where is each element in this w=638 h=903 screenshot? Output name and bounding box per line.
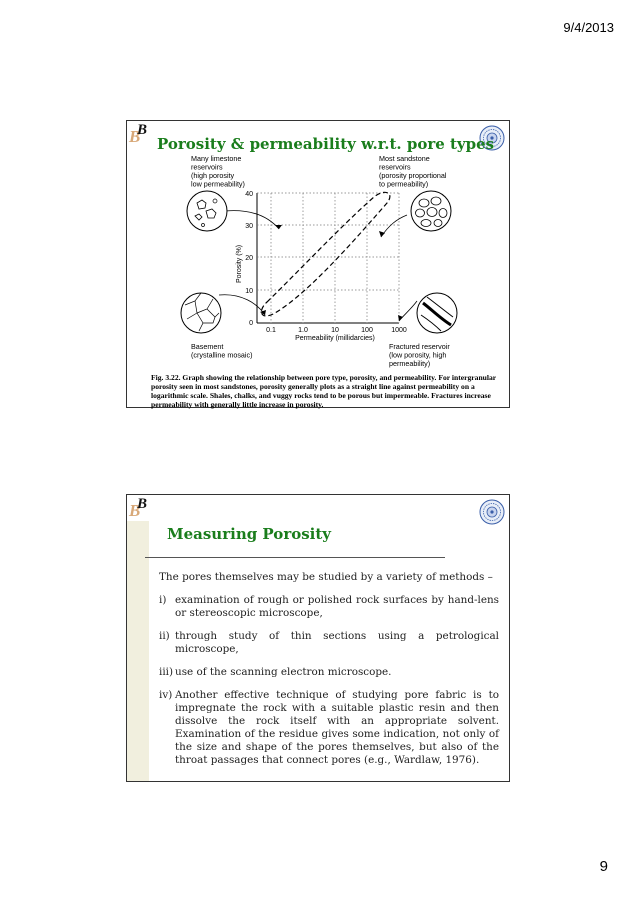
label-basement: Basement (crystalline mosaic) [191, 342, 253, 360]
method-item [159, 594, 499, 620]
basement-pore-icon [181, 293, 221, 333]
plot-area [257, 193, 399, 323]
label-limestone: Many limestone reservoirs (high porosity low permeability) [191, 154, 245, 189]
logo [129, 497, 151, 519]
method-text: Another effective technique of studying pore fabric is to impregnate the rock with a suitable plastic resin and then dissolve the rock itself with an appropriate solvent. Examination of the residue gives some indication, not only of the size and shape of the pores themselves, but also of the throat passages that connect pores (e.g., Wardlaw, 1976). [175, 689, 499, 766]
figure-caption: Fig. 3.22. Graph showing the relationship between pore type, porosity, and permeability. For intergranular porosity seen in most sandstones, porosity generally plots as a straight line against permeability on a logarithmic scale. Shales, chalks, and vuggy rocks tend to be porous but impermeable. Fractures increase permeability with generally little increase in porosity. [151, 373, 497, 409]
method-number: i) [159, 594, 167, 606]
y-tick-20: 20 [245, 255, 253, 262]
y-tick-40: 40 [245, 191, 253, 198]
slide-side-bar [127, 521, 149, 781]
logo-letter-back: B [129, 501, 141, 520]
sandstone-pore-icon [411, 191, 451, 231]
x-tick-1000: 1000 [391, 327, 407, 334]
y-tick-0: 0 [249, 320, 253, 327]
slide-title: Porosity & permeability w.r.t. pore types [157, 135, 495, 153]
method-text: examination of rough or polished rock surfaces by hand-lens or stereoscopic microscope, [175, 594, 499, 619]
page-date: 9/4/2013 [563, 20, 614, 35]
intro-text: The pores themselves may be studied by a variety of methods – [159, 571, 493, 583]
arrow-heads [260, 225, 403, 321]
label-fractured: Fractured reservoir (low porosity, high permeability) [389, 342, 450, 368]
title-divider [145, 557, 445, 558]
limestone-pore-icon [187, 191, 227, 231]
y-axis-label: Porosity (%) [236, 244, 243, 283]
slide-body [159, 571, 499, 777]
method-item [159, 630, 499, 656]
x-tick-0.1: 0.1 [266, 327, 276, 334]
fractured-pore-icon [417, 293, 457, 333]
y-tick-10: 10 [245, 288, 253, 295]
page-number: 9 [599, 858, 608, 875]
y-tick-30: 30 [245, 223, 253, 230]
method-number: ii) [159, 630, 170, 642]
pore-type-figure [149, 153, 505, 371]
sandstone-trend-envelope [261, 192, 389, 316]
label-sandstone: Most sandstone reservoirs (porosity proportional to permeability) [379, 154, 447, 189]
slide-porosity-permeability [126, 120, 510, 408]
x-tick-100: 100 [361, 327, 373, 334]
university-seal-icon [479, 499, 505, 525]
method-text: use of the scanning electron microscope. [175, 666, 392, 678]
method-number: iii) [159, 666, 174, 678]
x-tick-1.0: 1.0 [298, 327, 308, 334]
method-number: iv) [159, 689, 173, 701]
x-tick-10: 10 [331, 327, 339, 334]
method-item [159, 689, 499, 767]
slide-title: Measuring Porosity [167, 525, 332, 543]
logo-letter-front: B [137, 122, 148, 138]
logo-letter-front: B [137, 496, 148, 512]
method-text: through study of thin sections using a petrological microscope, [175, 630, 499, 655]
logo-letter-back: B [129, 127, 141, 146]
x-axis-label: Permeability (millidarcies) [295, 335, 375, 342]
method-item [159, 666, 499, 679]
slide-measuring-porosity [126, 494, 510, 782]
logo [129, 123, 151, 145]
